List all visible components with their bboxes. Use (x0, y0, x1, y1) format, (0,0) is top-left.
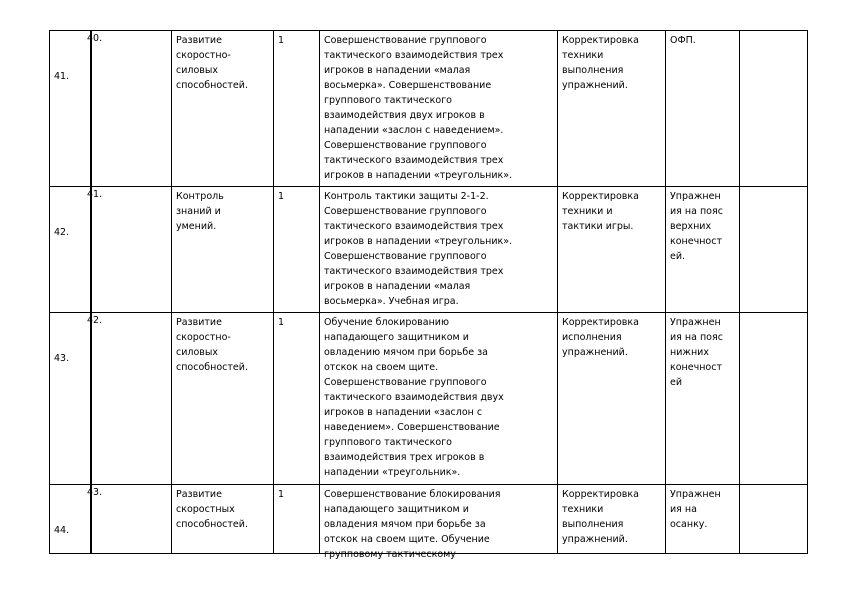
topic-cell: Развитие скоростно- силовых способностей. (172, 313, 274, 484)
previous-number: 43. (87, 487, 103, 498)
hours-cell: 1 (274, 31, 320, 186)
empty-cell (92, 313, 172, 484)
empty-cell (92, 187, 172, 312)
number-cell (50, 31, 103, 186)
content-cell: Обучение блокированию нападающего защитником и овладению мячом при борьбе за отскок на своем щите. Совершенствование группового тактического взаимодействия двух игроков в нападении «заслон с наведением». Совершенствование группового тактического взаимодействия трех игроков в нападении «треугольник». (320, 313, 558, 484)
topic-cell: Контроль знаний и умений. (172, 187, 274, 312)
content-cell: Совершенствование блокирования нападающего защитником и овладения мячом при борьбе за отскок на своем щите. Обучение групповому тактическому (320, 485, 558, 553)
hours-cell: 1 (274, 313, 320, 484)
correction-cell: Корректировка техники выполнения упражнений. (558, 31, 666, 186)
previous-number: 42. (87, 315, 103, 326)
correction-cell: Корректировка исполнения упражнений. (558, 313, 666, 484)
lesson-number: 44. (54, 525, 70, 536)
lesson-number: 41. (54, 71, 70, 82)
empty-cell (92, 31, 172, 186)
topic-cell: Развитие скоростно- силовых способностей. (172, 31, 274, 186)
extra-cell (740, 485, 807, 553)
content-cell: Совершенствование группового тактического взаимодействия трех игроков в нападении «малая восьмерка». Совершенствование группового тактического взаимодействия двух игроков в нападении «заслон с наведением». Совершенствование группового тактического взаимодействия трех игроков в нападении «треугольник». (320, 31, 558, 186)
table-row (50, 31, 807, 187)
correction-cell: Корректировка техники и тактики игры. (558, 187, 666, 312)
hours-cell: 1 (274, 485, 320, 553)
correction-cell: Корректировка техники выполнения упражнений. (558, 485, 666, 553)
extra-cell (740, 31, 807, 186)
number-cell (50, 485, 103, 553)
homework-cell: Упражнен ия на пояс нижних конечност ей (666, 313, 740, 484)
homework-cell: ОФП. (666, 31, 740, 186)
table-row (50, 313, 807, 485)
extra-cell (740, 187, 807, 312)
lesson-plan-table (49, 30, 808, 560)
content-cell: Контроль тактики защиты 2-1-2. Совершенствование группового тактического взаимодействия трех игроков в нападении «треугольник». Совершенствование группового тактического взаимодействия трех игроков в нападении «малая восьмерка». Учебная игра. (320, 187, 558, 312)
number-cell (50, 187, 103, 312)
lesson-number: 42. (54, 227, 70, 238)
hours-cell: 1 (274, 187, 320, 312)
previous-number: 40. (87, 33, 103, 44)
previous-number: 41. (87, 189, 103, 200)
empty-cell (92, 485, 172, 553)
topic-cell: Развитие скоростных способностей. (172, 485, 274, 553)
table-row (50, 187, 807, 313)
extra-cell (740, 313, 807, 484)
table-row (50, 485, 807, 560)
number-cell (50, 313, 103, 484)
homework-cell: Упражнен ия на осанку. (666, 485, 740, 553)
lesson-number: 43. (54, 353, 70, 364)
homework-cell: Упражнен ия на пояс верхних конечност ей. (666, 187, 740, 312)
